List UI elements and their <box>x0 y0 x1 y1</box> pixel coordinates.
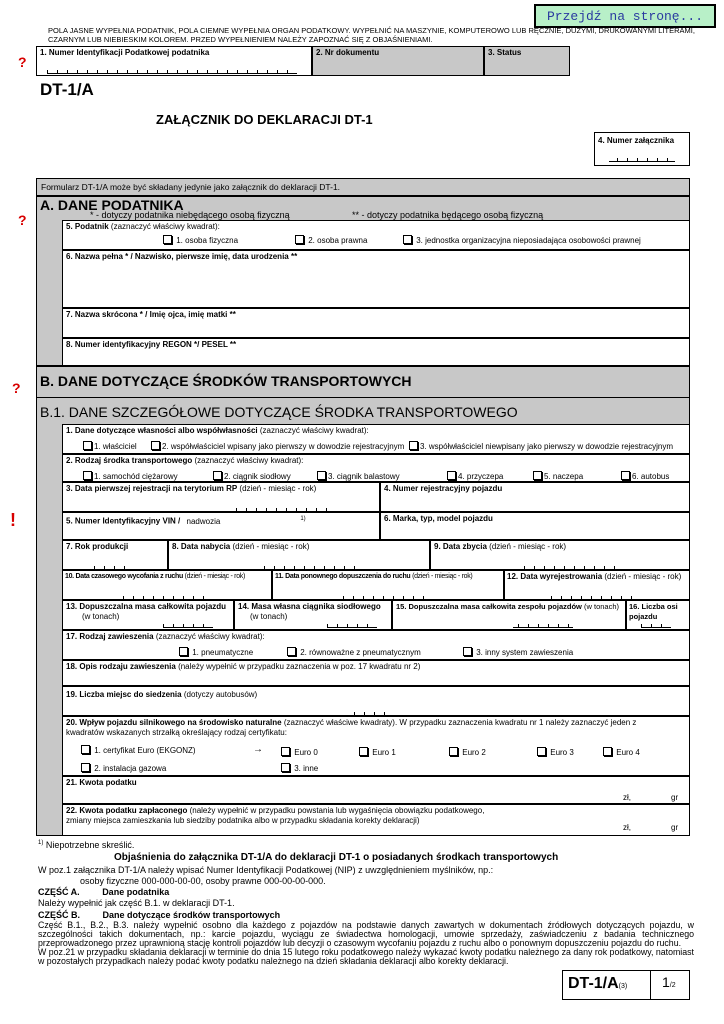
b2-label: 2. Rodzaj środka transportowego <box>66 456 193 465</box>
footer-version: (3) <box>618 983 628 990</box>
b7-label: 7. Rok produkcji <box>66 542 129 551</box>
goto-page-button[interactable]: Przejdź na stronę... <box>534 4 716 28</box>
checkbox-icon <box>213 471 222 480</box>
b1-opt-owner[interactable]: 1. właściciel <box>83 441 137 452</box>
b14-hint: (w tonach) <box>250 612 288 621</box>
b3-label: 3. Data pierwszej rejestracji na terytorium RP <box>66 484 238 493</box>
b17-opt-pneumatic[interactable]: 1. pneumatyczne <box>179 647 253 658</box>
field-a7[interactable] <box>62 308 690 338</box>
field-b14-tractor-mass[interactable] <box>234 600 392 630</box>
b20-opt-euro3[interactable]: Euro 3 <box>537 747 574 758</box>
field-doc-number-label: 2. Nr dokumentu <box>316 48 380 57</box>
part-b-title: Dane dotyczące środków transportowych <box>102 910 281 920</box>
expl-part-b <box>38 910 694 920</box>
checkbox-icon <box>359 747 368 756</box>
field-a8[interactable] <box>62 338 690 366</box>
checkbox-icon <box>533 471 542 480</box>
field-status <box>484 46 570 76</box>
b1-opt-coowner-first[interactable]: 2. współwłaściciel wpisany jako pierwszy w dowodzie rejestracyjnym <box>151 441 404 452</box>
b19-label: 19. Liczba miejsc do siedzenia <box>66 690 182 699</box>
a8-label: 8. Numer identyfikacyjny REGON */ PESEL ** <box>66 340 237 349</box>
a5-opt-org[interactable]: 3. jednostka organizacyjna nieposiadająca osobowości prawnej <box>403 235 641 246</box>
expl-part-b-text2: W poz.21 w przypadku składania deklaracji w terminie do dnia 15 lutego roku podatkowego należy wykazać kwoty podatku należnego za dany rok podatkowy, natomiast w pozostałych przypadkach należy podać kwoty podatku należnego na dzień składania deklaracji albo korekty deklaracji. <box>38 947 694 966</box>
b21-label: 21. Kwota podatku <box>66 778 137 787</box>
b20-opt-euro2[interactable]: Euro 2 <box>449 747 486 758</box>
legend-legal: * - dotyczy podatnika niebędącego osobą fizyczną <box>90 210 290 220</box>
part-a-head: CZĘŚĆ A. <box>38 887 80 897</box>
b8-label: 8. Data nabycia <box>172 542 231 551</box>
field-nip-label: 1. Numer Identyfikacji Podatkowej podatnika <box>40 48 210 57</box>
checkbox-icon <box>295 235 304 244</box>
expl-p1b: osoby fizyczne 000-000-00-00, osoby prawne 000-00-00-000. <box>80 876 326 886</box>
footer-page-total: /2 <box>669 982 676 989</box>
form-title: ZAŁĄCZNIK DO DEKLARACJI DT-1 <box>156 112 373 127</box>
b9-label: 9. Data zbycia <box>434 542 487 551</box>
field-a5[interactable] <box>62 220 690 250</box>
a6-label: 6. Nazwa pełna * / Nazwisko, pierwsze imię, data urodzenia ** <box>66 252 298 261</box>
checkbox-icon <box>403 235 412 244</box>
b10-label: 10. Data czasowego wycofania z ruchu <box>65 573 183 580</box>
b2-opt-bus[interactable]: 6. autobus <box>621 471 669 482</box>
explanations-title: Objaśnienia do załącznika DT-1/A do deklaracji DT-1 o posiadanych środkach transportowych <box>114 852 559 863</box>
b22-label: 22. Kwota podatku zapłaconego <box>66 806 188 815</box>
b18-label: 18. Opis rodzaju zawieszenia <box>66 662 176 671</box>
b9-hint: (dzień - miesiąc - rok) <box>489 542 567 551</box>
b2-opt-semitrailer[interactable]: 5. naczepa <box>533 471 583 482</box>
b14-label: 14. Masa własna ciągnika siodłowego <box>238 602 381 611</box>
mass-ticks <box>513 623 573 628</box>
a7-label: 7. Nazwa skrócona * / Imię ojca, imię matki ** <box>66 310 236 319</box>
b11-label: 11. Data ponownego dopuszczenia do ruchu <box>275 573 411 580</box>
b1-opt-coowner-other[interactable]: 3. współwłaściciel niewpisany jako pierwszy w dowodzie rejestracyjnym <box>409 441 673 452</box>
field-b8-acquisition[interactable] <box>168 540 430 570</box>
b20-opt-euro1[interactable]: Euro 1 <box>359 747 396 758</box>
warning-icon[interactable]: ! <box>10 510 16 530</box>
a5-label: 5. Podatnik <box>66 222 109 231</box>
checkbox-icon <box>449 747 458 756</box>
expl-part-b-text1: Część B.1., B.2., B.3. należy wypełnić osobno dla każdego z pojazdów na podstawie danych zawartych w dokumentach źródłowych dotyczących pojazdu, w szczególności takich dokumentach, np.: karcie pojazdu, wyciągu ze świadectwa homologacji, umowie sprzedaży, zaświadczeniu z badania technicznego przeprowadzonego przez uprawnioną stację kontroli pojazdów lub decyzji o czasowym wycofaniu pojazdu z ruchu albo o ponownym dopuszczeniu pojazdu do ruchu. <box>38 920 694 948</box>
part-b-head: CZĘŚĆ B. <box>38 910 81 920</box>
b5-label: 5. Numer Identyfikacyjny VIN / <box>66 516 181 526</box>
b20-opt-cert[interactable]: 1. certyfikat Euro (EKGONZ) <box>81 745 196 756</box>
b17-opt-other[interactable]: 3. inny system zawieszenia <box>463 647 573 658</box>
b12-label: 12. Data wyrejestrowania <box>507 572 603 581</box>
help-icon-a[interactable]: ? <box>18 212 27 228</box>
b2-opt-truck[interactable]: 1. samochód ciężarowy <box>83 471 178 482</box>
b15-label: 15. Dopuszczalna masa całkowita zespołu pojazdów <box>396 602 582 611</box>
b10-hint: (dzień - miesiąc - rok) <box>184 573 246 580</box>
checkbox-icon <box>537 747 546 756</box>
footer-page-number: 1 <box>662 974 670 990</box>
b3-hint: (dzień - miesiąc - rok) <box>239 484 317 493</box>
b13-hint: (w tonach) <box>82 612 120 621</box>
field-b19-seats[interactable] <box>62 686 690 716</box>
b2-opt-ballast[interactable]: 3. ciągnik balastowy <box>317 471 400 482</box>
b17-opt-equivalent[interactable]: 2. równoważne z pneumatycznym <box>287 647 421 658</box>
footnote-mark: 1) <box>38 840 44 846</box>
field-b2-type[interactable] <box>62 454 690 482</box>
checkbox-icon <box>83 441 92 450</box>
field-b17-suspension[interactable] <box>62 630 690 660</box>
checkbox-icon <box>81 745 90 754</box>
help-icon[interactable]: ? <box>18 54 27 70</box>
b6-label: 6. Marka, typ, model pojazdu <box>384 514 493 523</box>
field-attachment-number-label: 4. Numer załącznika <box>598 136 675 145</box>
mass-ticks <box>163 623 213 628</box>
b20-hint: (zaznaczyć właściwe kwadraty). W przypadku zaznaczenia kwadratu nr 1 należy zaznaczyć jeden z kwadratów wskazanych strzałką określający rodzaj certyfikatu: <box>66 718 637 737</box>
field-b1-ownership[interactable] <box>62 424 690 454</box>
b20-opt-gas[interactable]: 2. instalacja gazowa <box>81 763 166 774</box>
checkbox-icon <box>81 763 90 772</box>
checkbox-icon <box>287 647 296 656</box>
divider <box>36 397 690 398</box>
b22-zl: zł, <box>623 823 631 832</box>
section-a-title: A. DANE PODATNIKA <box>40 197 184 213</box>
b8-hint: (dzień - miesiąc - rok) <box>232 542 310 551</box>
b20-opt-euro4[interactable]: Euro 4 <box>603 747 640 758</box>
a5-opt-natural[interactable]: 1. osoba fizyczna <box>163 235 238 246</box>
field-a6[interactable] <box>62 250 690 308</box>
section-b1-title: B.1. DANE SZCZEGÓŁOWE DOTYCZĄCE ŚRODKA TRANSPORTOWEGO <box>40 404 518 420</box>
field-b6-model[interactable] <box>380 512 690 540</box>
checkbox-icon <box>409 441 418 450</box>
footer-divider <box>650 970 651 1000</box>
field-b22-tax-paid[interactable] <box>62 804 690 836</box>
footer-page <box>662 974 676 990</box>
field-b9-disposal[interactable] <box>430 540 690 570</box>
section-b-title: B. DANE DOTYCZĄCE ŚRODKÓW TRANSPORTOWYCH <box>40 373 412 389</box>
field-b10-withdrawal[interactable] <box>62 570 272 600</box>
field-b20-environment[interactable] <box>62 716 690 776</box>
b20-label: 20. Wpływ pojazdu silnikowego na środowisko naturalne <box>66 718 282 727</box>
checkbox-icon <box>621 471 630 480</box>
field-b21-tax[interactable] <box>62 776 690 804</box>
help-icon-b[interactable]: ? <box>12 380 21 396</box>
field-status-label: 3. Status <box>488 48 522 57</box>
field-doc-number <box>312 46 484 76</box>
expl-part-a-text: Należy wypełnić jak część B.1. w deklaracji DT-1. <box>38 898 235 908</box>
footer-code <box>568 975 627 993</box>
checkbox-icon <box>83 471 92 480</box>
checkbox-icon <box>281 747 290 756</box>
footnote <box>38 838 134 850</box>
b17-label: 17. Rodzaj zawieszenia <box>66 632 154 641</box>
a5-hint: (zaznaczyć właściwy kwadrat): <box>110 222 220 231</box>
b11-hint: (dzień - miesiąc - rok) <box>412 573 473 580</box>
b12-hint: (dzień - miesiąc - rok) <box>604 572 682 581</box>
field-attachment-number[interactable] <box>594 132 690 166</box>
legend-natural: ** - dotyczy podatnika będącego osobą fizyczną <box>352 210 544 220</box>
field-b7-year[interactable] <box>62 540 168 570</box>
checkbox-icon <box>163 235 172 244</box>
field-b3-first-registration[interactable] <box>62 482 380 512</box>
b2-opt-tractor[interactable]: 2. ciągnik siodłowy <box>213 471 291 482</box>
field-b12-deregistration[interactable] <box>504 570 690 600</box>
field-b11-readmission[interactable] <box>272 570 504 600</box>
b2-opt-trailer[interactable]: 4. przyczepa <box>447 471 503 482</box>
checkbox-icon <box>179 647 188 656</box>
form-note-row <box>36 178 690 196</box>
checkbox-icon <box>603 747 612 756</box>
b2-hint: (zaznaczyć właściwy kwadrat): <box>194 456 304 465</box>
checkbox-icon <box>281 763 290 772</box>
checkbox-icon <box>463 647 472 656</box>
a5-opt-legal[interactable]: 2. osoba prawna <box>295 235 367 246</box>
field-b4-plate[interactable] <box>380 482 690 512</box>
b1-label: 1. Dane dotyczące własności albo współwłasności <box>66 426 258 435</box>
part-a-title: Dane podatnika <box>102 887 170 897</box>
b21-gr: gr <box>671 793 679 802</box>
form-note: Formularz DT-1/A może być składany jedynie jako załącznik do deklaracji DT-1. <box>41 182 341 192</box>
nip-ticks <box>47 69 297 74</box>
field-b5-vin[interactable] <box>62 512 380 540</box>
footnote-text: Niepotrzebne skreślić. <box>45 840 135 850</box>
field-b13-gross-mass[interactable] <box>62 600 234 630</box>
b22-hint: (należy wypełnić w przypadku powstania lub wygaśnięcia obowiązku podatkowego, zmiany miejsca zamieszkania lub siedziby podatnika albo w przypadku składania korekty deklaracji) <box>66 806 485 825</box>
b16-label: 16. Liczba osi pojazdu <box>629 602 678 621</box>
b22-gr: gr <box>671 823 679 832</box>
b5-extra: nadwozia <box>186 516 221 526</box>
field-b18-suspension-desc[interactable] <box>62 660 690 686</box>
field-nip[interactable] <box>36 46 312 76</box>
b15-hint: (w tonach) <box>583 602 619 611</box>
b18-hint: (należy wypełnić w przypadku zaznaczenia w poz. 17 kwadratu nr 2) <box>178 662 421 671</box>
expl-p1: W poz.1 załącznika DT-1/A należy wpisać Numer Identyfikacji Podatkowej (NIP) z uwzględnieniem myślników, np.: <box>38 865 494 875</box>
b5-sup: 1) <box>300 516 306 522</box>
b4-label: 4. Numer rejestracyjny pojazdu <box>384 484 503 493</box>
expl-part-a <box>38 887 694 897</box>
field-b15-combination-mass[interactable] <box>392 600 626 630</box>
form-code: DT-1/A <box>40 80 94 99</box>
header-instructions: POLA JASNE WYPEŁNIA PODATNIK, POLA CIEMNE WYPEŁNIA ORGAN PODATKOWY. WYPEŁNIĆ NA MASZYNIE, KOMPUTEROWO LUB RĘCZNIE, DUŻYMI, DRUKOWANYMI LITERAMI, CZARNYM LUB NIEBIESKIM KOLOREM. PRZED WYPEŁNIENIEM NALEŻY ZAPOZNAĆ SIĘ Z OBJAŚNIENIAMI. <box>48 26 695 44</box>
b21-zl: zł, <box>623 793 631 802</box>
b17-hint: (zaznaczyć właściwy kwadrat): <box>155 632 265 641</box>
checkbox-icon <box>447 471 456 480</box>
b20-opt-euro0[interactable]: Euro 0 <box>281 747 318 758</box>
axles-ticks <box>641 623 671 628</box>
b13-label: 13. Dopuszczalna masa całkowita pojazdu <box>66 602 227 611</box>
checkbox-icon <box>151 441 160 450</box>
arrow-right-icon: → <box>253 744 263 755</box>
mass-ticks <box>327 623 377 628</box>
attachment-ticks <box>609 157 675 162</box>
footer-code-text: DT-1/A <box>568 975 619 992</box>
b20-opt-other[interactable]: 3. inne <box>281 763 318 774</box>
b1-hint: (zaznaczyć właściwy kwadrat): <box>259 426 369 435</box>
checkbox-icon <box>317 471 326 480</box>
field-b16-axles[interactable] <box>626 600 690 630</box>
b19-hint: (dotyczy autobusów) <box>183 690 258 699</box>
